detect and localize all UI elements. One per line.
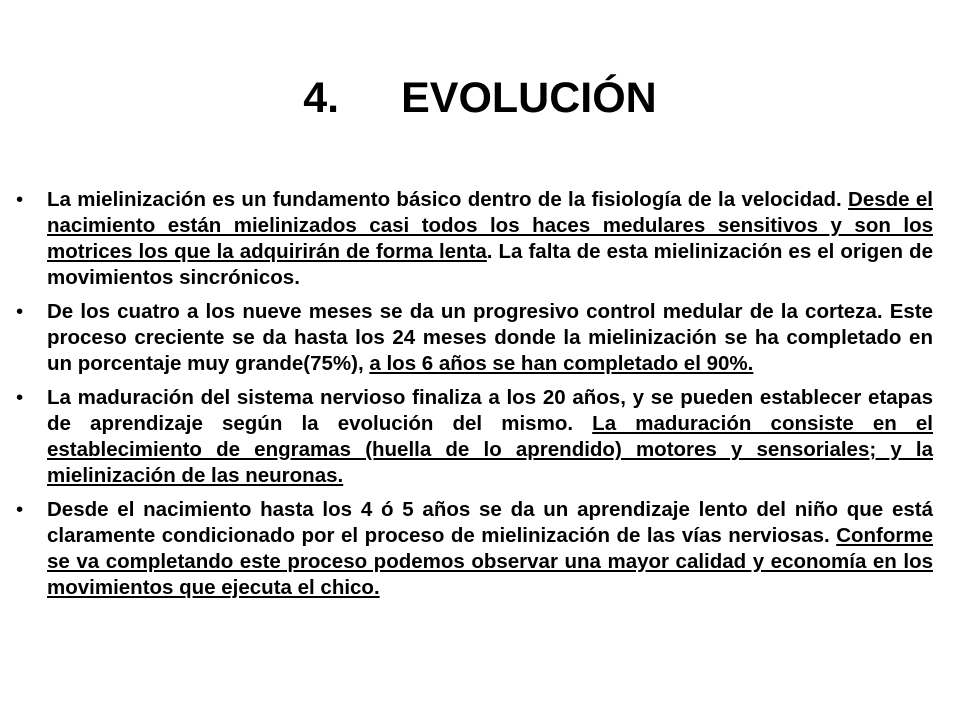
underlined-text: Desde el nacimiento están mielinizados casi todos los haces medulares sensitivos y son los motrices los que la adquirirán de forma lenta	[47, 188, 934, 263]
section-number: 4.	[303, 74, 340, 122]
underlined-text: a los 6 años se han completado el 90%.	[369, 352, 754, 375]
underlined-text: La maduración consiste en el establecimiento de engramas (huella de lo aprendido) motores y sensoriales; y la mielinización de las neuronas.	[47, 412, 934, 487]
bullet-icon: •	[16, 300, 24, 323]
bullet-item	[16, 299, 933, 377]
bullet-text: Desde el nacimiento hasta los 4 ó 5 años se da un aprendizaje lento del niño que está claramente condicionado por el proceso de mielinización de las vías nerviosas.	[47, 498, 933, 547]
bullet-text: De los cuatro a los nueve meses se da un progresivo control medular de la corteza. Este proceso creciente se da hasta los 24 meses donde la mielinización se ha completado en un porcentaje muy grande(75%),	[47, 300, 933, 375]
title-text: EVOLUCIÓN	[401, 74, 657, 122]
underlined-text: Conforme se va completando este proceso podemos observar una mayor calidad y economía en los movimientos que ejecuta el chico.	[47, 524, 933, 599]
slide-title	[0, 70, 960, 126]
bullet-item	[16, 385, 934, 489]
bullet-text: La maduración del sistema nervioso finaliza a los 20 años, y se pueden establecer etapas de aprendizaje según la evolución del mismo.	[47, 386, 933, 435]
bullet-icon: •	[16, 188, 24, 211]
bullet-item	[16, 187, 934, 291]
bullet-list	[0, 187, 960, 609]
bullet-text-end: . La falta de esta mielinización es el origen de movimientos sincrónicos.	[47, 240, 933, 289]
bullet-text: La mielinización es un fundamento básico dentro de la fisiología de la velocidad.	[47, 188, 849, 211]
bullet-icon: •	[16, 386, 24, 409]
bullet-item	[16, 497, 933, 601]
bullet-icon: •	[16, 498, 24, 521]
